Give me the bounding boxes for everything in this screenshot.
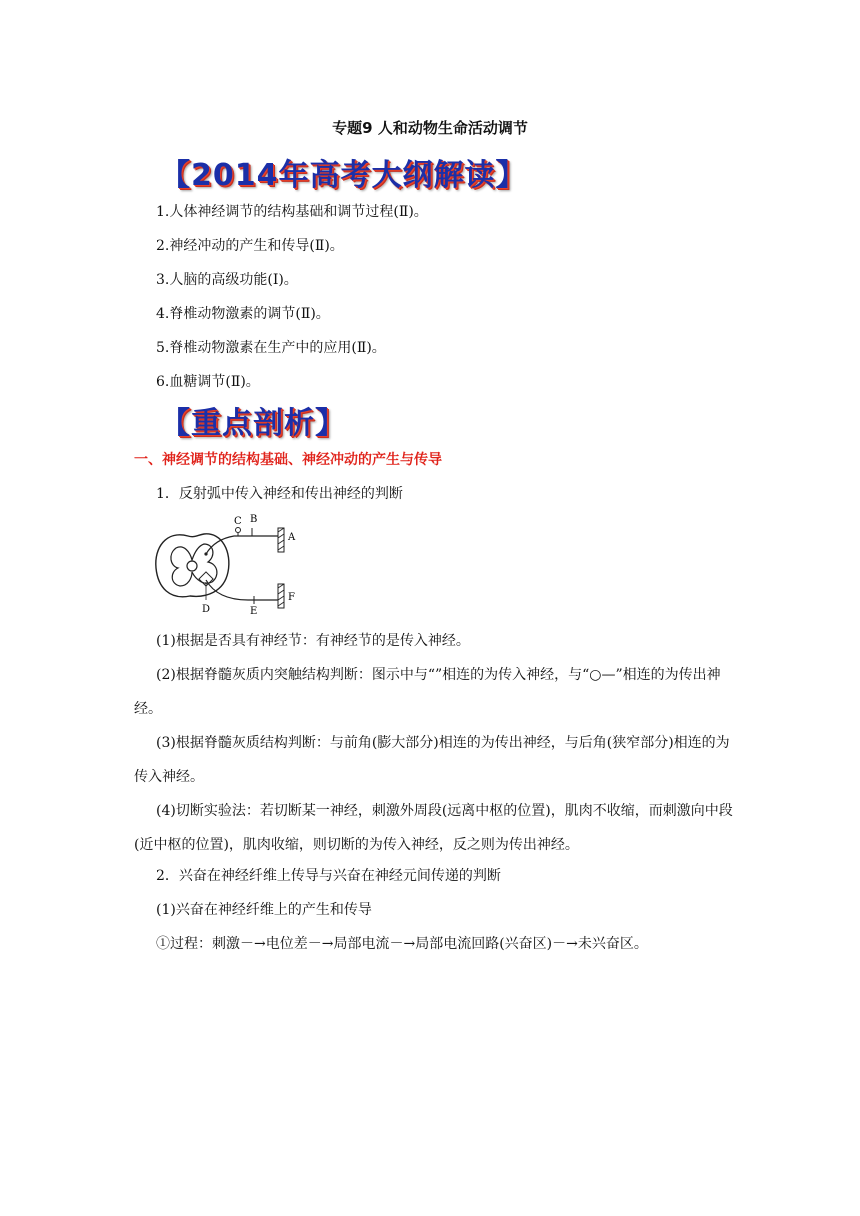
item-heading: 2．兴奋在神经纤维上传导与兴奋在神经元间传递的判断 [156,868,501,884]
outline-item: 4.脊椎动物激素的调节(Ⅱ)。 [156,306,330,322]
page-title: 专题9 人和动物生命活动调节 [332,119,528,137]
paragraph: (4)切断实验法：若切断某一神经，刺激外周段(远离中枢的位置)，肌肉不收缩，而刺激向中段(近中枢的位置)，肌肉收缩，则切断的为传入神经，反之则为传出神经。 [134,803,733,853]
ganglion [236,528,241,533]
outline-item: 2.神经冲动的产生和传导(Ⅱ)。 [156,238,344,254]
paragraph: (2)根据脊髓灰质内突触结构判断：图示中与“”相连的为传入神经，与“○—”相连的为传出神经。 [134,667,721,717]
paragraph: (1)根据是否具有神经节：有神经节的是传入神经。 [156,633,470,649]
label-c: C [234,516,242,527]
paragraph: (3)根据脊髓灰质结构判断：与前角(膨大部分)相连的为传出神经，与后角(狭窄部分)相连的为传入神经。 [134,735,730,785]
outline-item: 3.人脑的高级功能(Ⅰ)。 [156,272,298,288]
outline-item: 6.血糖调节(Ⅱ)。 [156,374,260,390]
gray-matter [171,544,217,586]
afferent-nerve [206,536,280,554]
label-d: D [202,604,211,615]
key-analysis-banner: 【重点剖析】 [160,406,346,441]
label-f: F [288,592,295,603]
outline-item: 5.脊椎动物激素在生产中的应用(Ⅱ)。 [156,340,386,356]
sub-heading: (1)兴奋在神经纤维上的产生和传导 [156,902,372,918]
reflex-arc-diagram [148,508,308,618]
label-a: A [288,532,296,543]
label-b: B [250,514,258,525]
outline-banner: 【2014年高考大纲解读】 [160,158,527,193]
spinal-cord-outline [156,534,229,597]
label-e: E [250,606,258,617]
item-heading: 1．反射弧中传入神经和传出神经的判断 [156,486,403,502]
central-canal [187,561,197,571]
reflex-arc-figure [148,508,308,622]
process-line: ①过程：刺激－→电位差－→局部电流－→局部电流回路(兴奋区)－→未兴奋区。 [156,936,648,952]
outline-item: 1.人体神经调节的结构基础和调节过程(Ⅱ)。 [156,204,428,220]
section-heading: 一、神经调节的结构基础、神经冲动的产生与传导 [134,452,442,468]
